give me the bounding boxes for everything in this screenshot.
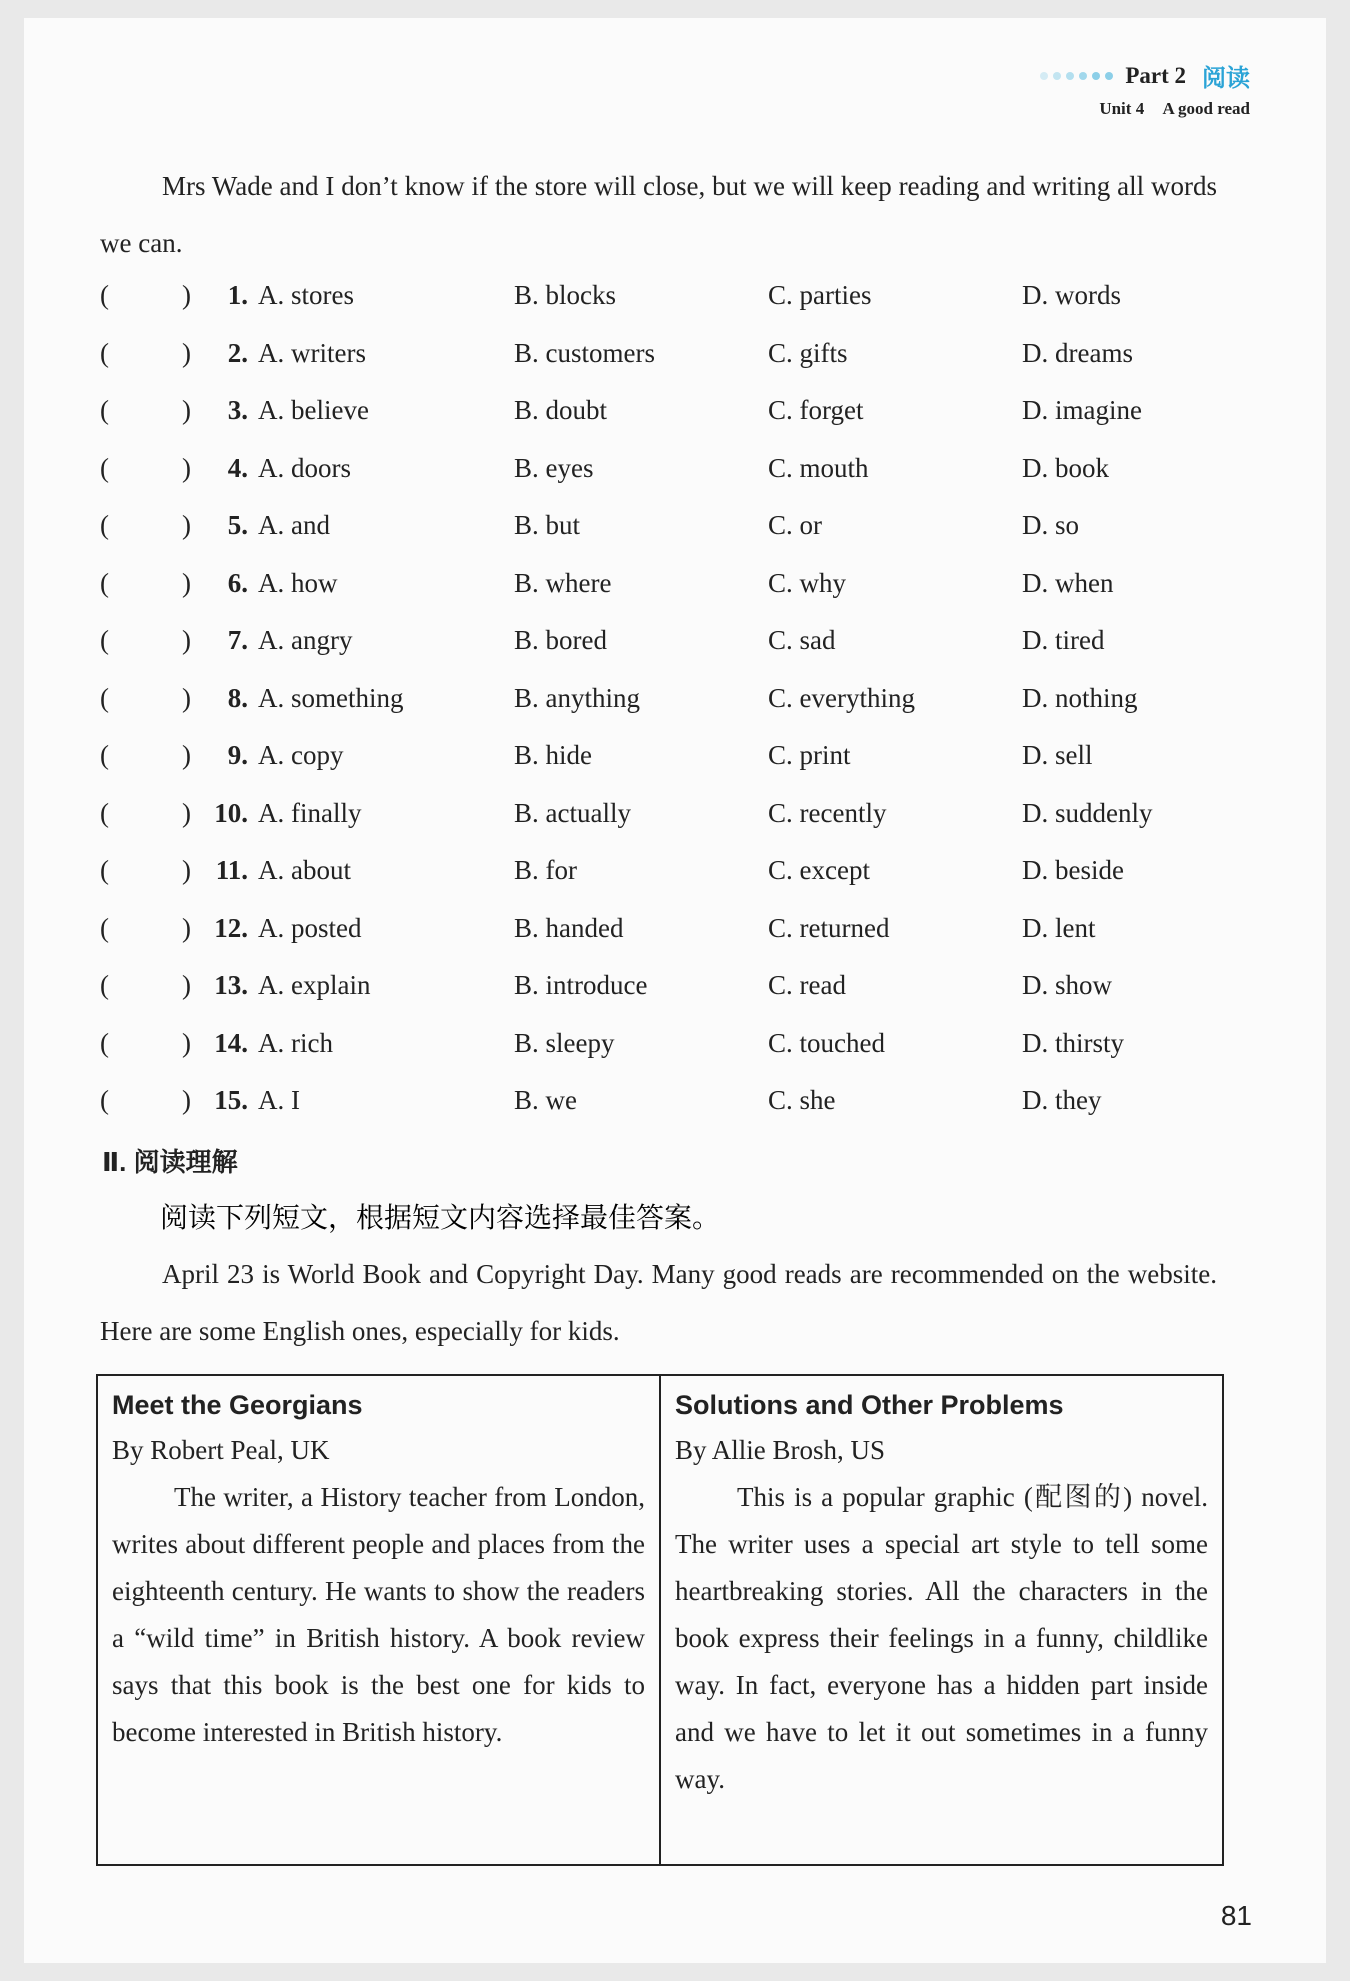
option-a: A. finally — [258, 797, 362, 828]
question-row — [100, 1085, 1230, 1143]
answer-paren-open[interactable]: ( — [100, 510, 109, 540]
question-row — [100, 913, 1230, 971]
question-row — [100, 453, 1230, 511]
option-d: D. words — [1022, 280, 1121, 310]
option-a: A. explain — [258, 970, 371, 1000]
question-number: 11. — [215, 855, 248, 885]
answer-paren-open[interactable]: ( — [100, 740, 109, 770]
option-a: A. doors — [258, 452, 351, 483]
option-c: C. or — [768, 510, 822, 540]
option-b: B. we — [514, 1085, 577, 1115]
option-a: A. stores — [258, 280, 354, 310]
question-number: 14. — [214, 1027, 248, 1058]
answer-paren-close: ) — [182, 970, 191, 1000]
option-d: D. suddenly — [1022, 797, 1153, 828]
answer-paren-close: ) — [182, 395, 191, 425]
question-row — [100, 625, 1230, 683]
answer-paren-open[interactable]: ( — [100, 855, 109, 885]
question-row — [100, 1028, 1230, 1086]
option-a: A. believe — [258, 395, 369, 425]
answer-paren-open[interactable]: ( — [100, 970, 109, 1000]
option-c: C. gifts — [768, 337, 848, 368]
question-number: 10. — [214, 797, 248, 828]
answer-paren-open[interactable]: ( — [100, 1027, 109, 1058]
option-b: B. hide — [514, 740, 592, 770]
option-a: A. about — [258, 855, 351, 885]
option-c: C. touched — [768, 1027, 885, 1058]
question-number: 9. — [227, 740, 248, 770]
option-a: A. I — [258, 1085, 300, 1115]
option-d: D. show — [1022, 970, 1113, 1000]
option-d: D. sell — [1022, 740, 1093, 770]
question-row — [100, 280, 1230, 338]
unit-label: Unit 4 — [1099, 99, 1145, 118]
option-d: D. dreams — [1022, 337, 1133, 368]
option-b: B. sleepy — [514, 1027, 615, 1058]
question-row — [100, 970, 1230, 1028]
question-number: 4. — [227, 452, 248, 483]
answer-paren-close: ) — [182, 280, 191, 310]
question-row — [100, 798, 1230, 856]
option-c: C. recently — [768, 797, 887, 828]
book-card — [98, 1376, 659, 1864]
unit-title: A good read — [1162, 99, 1250, 118]
option-b: B. eyes — [514, 452, 594, 483]
option-a: A. rich — [258, 1027, 333, 1058]
answer-paren-close: ) — [182, 740, 191, 770]
option-b: B. for — [514, 855, 577, 885]
question-number: 5. — [227, 510, 248, 540]
answer-paren-open[interactable]: ( — [100, 912, 109, 943]
question-number: 8. — [227, 682, 248, 713]
question-number: 15. — [214, 1085, 248, 1115]
answer-paren-close: ) — [182, 625, 191, 655]
option-c: C. why — [768, 567, 847, 598]
question-number: 13. — [214, 970, 248, 1000]
reading-intro: April 23 is World Book and Copyright Day. Many good reads are recommended on the website. Here are some English ones, especially for kids. — [100, 1259, 1217, 1346]
answer-paren-close: ) — [182, 912, 191, 943]
answer-paren-open[interactable]: ( — [100, 395, 109, 425]
option-d: D. tired — [1022, 625, 1105, 655]
option-b: B. doubt — [514, 395, 608, 425]
option-c: C. everything — [768, 682, 915, 713]
question-row — [100, 855, 1230, 913]
question-row — [100, 338, 1230, 396]
answer-paren-open[interactable]: ( — [100, 1085, 109, 1115]
book-author: By Robert Peal, UK — [112, 1435, 330, 1465]
answer-paren-open[interactable]: ( — [100, 682, 109, 713]
option-a: A. writers — [258, 337, 366, 368]
option-d: D. lent — [1022, 912, 1096, 943]
answer-paren-close: ) — [182, 1085, 191, 1115]
option-c: C. read — [768, 970, 846, 1000]
option-b: B. bored — [514, 625, 607, 655]
option-c: C. print — [768, 740, 851, 770]
part-chinese-label: 阅读 — [1202, 64, 1250, 92]
answer-paren-close: ) — [182, 337, 191, 368]
option-b: B. anything — [514, 682, 640, 713]
section-2-instruction: 阅读下列短文，根据短文内容选择最佳答案。 — [160, 1201, 721, 1234]
option-b: B. but — [514, 510, 581, 540]
answer-paren-close: ) — [182, 1027, 191, 1058]
question-number: 12. — [214, 912, 248, 943]
answer-paren-open[interactable]: ( — [100, 280, 109, 310]
option-b: B. actually — [514, 797, 631, 828]
book-title: Meet the Georgians — [112, 1390, 363, 1420]
book-author: By Allie Brosh, US — [675, 1435, 886, 1465]
answer-paren-close: ) — [182, 855, 191, 885]
decorative-dots-icon — [1040, 72, 1113, 80]
answer-paren-close: ) — [182, 510, 191, 540]
option-b: B. where — [514, 567, 612, 598]
option-a: A. copy — [258, 740, 344, 770]
option-a: A. something — [258, 682, 404, 713]
page-number: 81 — [1220, 1900, 1252, 1931]
option-d: D. book — [1022, 452, 1109, 483]
answer-paren-open[interactable]: ( — [100, 567, 109, 598]
question-number: 3. — [227, 395, 248, 425]
option-d: D. they — [1022, 1085, 1102, 1115]
answer-paren-open[interactable]: ( — [100, 797, 109, 828]
book-description: This is a popular graphic (配图的) novel. The writer uses a special art style to tell some heartbreaking stories. All the characters in the book express their feelings in a funny, childlike way. In fact, everyone has a hidden part inside and we have to let it out sometimes in a funny way. — [675, 1482, 1208, 1794]
option-b: B. customers — [514, 337, 655, 368]
option-c: C. parties — [768, 280, 872, 310]
answer-paren-close: ) — [182, 567, 191, 598]
option-c: C. except — [768, 855, 870, 885]
option-b: B. blocks — [514, 280, 617, 310]
answer-paren-close: ) — [182, 682, 191, 713]
answer-paren-open[interactable]: ( — [100, 625, 109, 655]
question-row — [100, 510, 1230, 568]
question-row — [100, 740, 1230, 798]
option-b: B. introduce — [514, 970, 648, 1000]
answer-paren-close: ) — [182, 452, 191, 483]
option-d: D. so — [1022, 510, 1080, 540]
book-card — [659, 1376, 1222, 1864]
question-number: 6. — [227, 567, 248, 598]
option-d: D. thirsty — [1022, 1027, 1125, 1058]
option-c: C. she — [768, 1085, 836, 1115]
answer-paren-open[interactable]: ( — [100, 337, 109, 368]
page-header — [1040, 58, 1250, 119]
option-c: C. sad — [768, 625, 836, 655]
question-number: 7. — [227, 625, 248, 655]
answer-paren-close: ) — [182, 797, 191, 828]
option-d: D. imagine — [1022, 395, 1142, 425]
question-row — [100, 568, 1230, 626]
book-table — [96, 1374, 1224, 1866]
option-c: C. returned — [768, 912, 890, 943]
option-b: B. handed — [514, 912, 624, 943]
question-number: 2. — [227, 337, 248, 368]
section-2-title: Ⅱ. 阅读理解 — [102, 1147, 238, 1177]
question-row — [100, 683, 1230, 741]
option-d: D. when — [1022, 567, 1114, 598]
option-c: C. forget — [768, 395, 864, 425]
option-c: C. mouth — [768, 452, 869, 483]
book-description: The writer, a History teacher from London, writes about different people and places from the eighteenth century. He wants to show the readers a “wild time” in British history. A book review says that this book is the best one for kids to become interested in British history. — [112, 1482, 645, 1747]
option-a: A. how — [258, 567, 338, 598]
answer-paren-open[interactable]: ( — [100, 452, 109, 483]
question-row — [100, 395, 1230, 453]
option-a: A. and — [258, 510, 330, 540]
cloze-options-list — [100, 280, 1230, 1143]
option-a: A. posted — [258, 912, 362, 943]
option-d: D. beside — [1022, 855, 1124, 885]
book-title: Solutions and Other Problems — [675, 1390, 1064, 1420]
option-a: A. angry — [258, 625, 353, 655]
option-d: D. nothing — [1022, 682, 1138, 713]
question-number: 1. — [227, 280, 248, 310]
part-label: Part 2 — [1125, 62, 1186, 88]
passage-ending: Mrs Wade and I don’t know if the store will close, but we will keep reading and writing all words we can. — [100, 171, 1217, 258]
